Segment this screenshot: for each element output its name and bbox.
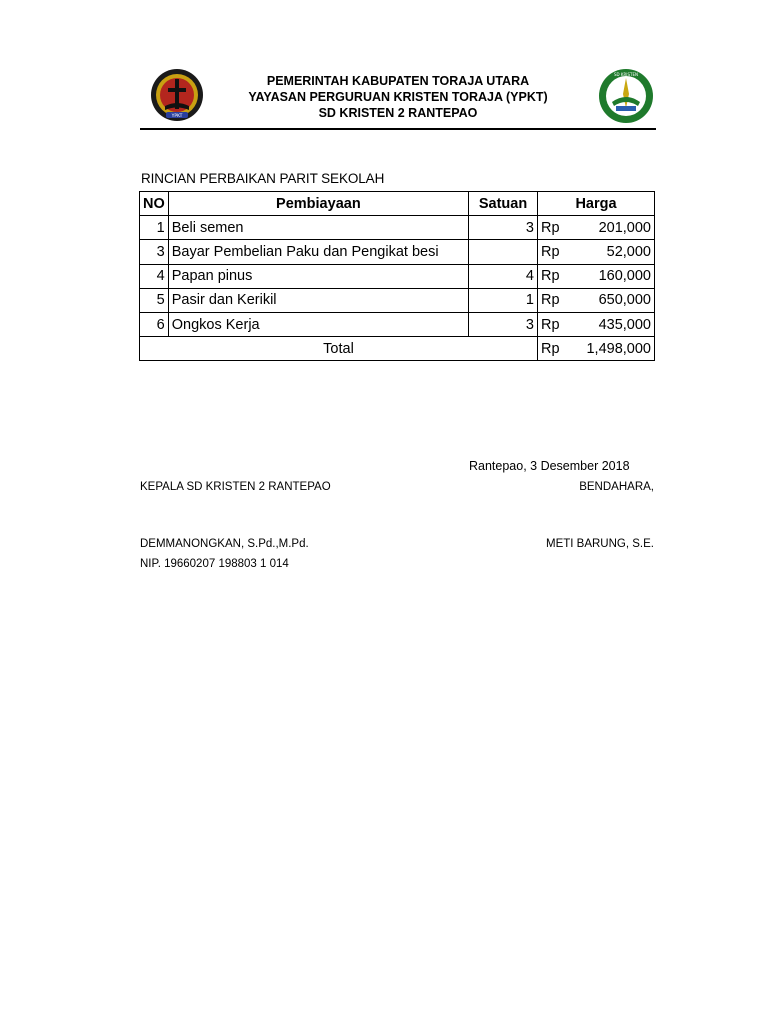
row-unit: 3 [469, 216, 538, 240]
row-amount: 650,000 [572, 288, 655, 312]
row-no: 3 [140, 240, 169, 264]
row-currency: Rp [538, 312, 573, 336]
table-row [140, 240, 655, 264]
principal-name: DEMMANONGKAN, S.Pd.,M.Pd. [140, 538, 309, 550]
letterhead-line-2: YAYASAN PERGURUAN KRISTEN TORAJA (YPKT) [248, 90, 548, 104]
row-unit [469, 240, 538, 264]
header-price: Harga [538, 192, 655, 216]
row-amount: 201,000 [572, 216, 655, 240]
total-row [140, 337, 655, 361]
header-item: Pembiayaan [168, 192, 468, 216]
header-unit: Satuan [469, 192, 538, 216]
row-item: Beli semen [168, 216, 468, 240]
row-no: 1 [140, 216, 169, 240]
place-date: Rantepao, 3 Desember 2018 [469, 459, 630, 473]
row-no: 5 [140, 288, 169, 312]
table-row [140, 264, 655, 288]
total-label: Total [140, 337, 538, 361]
treasurer-title: BENDAHARA, [579, 481, 654, 493]
row-item: Ongkos Kerja [168, 312, 468, 336]
letterhead [140, 64, 656, 130]
ypkt-logo [150, 68, 204, 126]
table-row [140, 312, 655, 336]
cost-table [139, 191, 655, 361]
row-currency: Rp [538, 264, 573, 288]
svg-text:SD KRISTEN: SD KRISTEN [614, 72, 638, 77]
svg-text:YPKT: YPKT [171, 114, 183, 119]
total-amount: 1,498,000 [572, 337, 655, 361]
row-no: 6 [140, 312, 169, 336]
letterhead-title [200, 73, 596, 121]
total-currency: Rp [538, 337, 573, 361]
row-amount: 435,000 [572, 312, 655, 336]
row-item: Bayar Pembelian Paku dan Pengikat besi [168, 240, 468, 264]
row-item: Papan pinus [168, 264, 468, 288]
table-row [140, 216, 655, 240]
row-unit: 1 [469, 288, 538, 312]
principal-nip: NIP. 19660207 198803 1 014 [140, 558, 289, 570]
table-row [140, 288, 655, 312]
letterhead-line-1: PEMERINTAH KABUPATEN TORAJA UTARA [266, 74, 530, 88]
row-no: 4 [140, 264, 169, 288]
letterhead-line-3: SD KRISTEN 2 RANTEPAO [318, 106, 478, 120]
row-currency: Rp [538, 240, 573, 264]
row-unit: 4 [469, 264, 538, 288]
principal-title: KEPALA SD KRISTEN 2 RANTEPAO [140, 481, 331, 493]
table-title: RINCIAN PERBAIKAN PARIT SEKOLAH [141, 171, 385, 186]
table-header-row [140, 192, 655, 216]
school-logo [598, 68, 654, 128]
row-currency: Rp [538, 288, 573, 312]
row-currency: Rp [538, 216, 573, 240]
treasurer-name: METI BARUNG, S.E. [546, 538, 654, 550]
header-no: NO [140, 192, 169, 216]
row-amount: 52,000 [572, 240, 655, 264]
row-amount: 160,000 [572, 264, 655, 288]
row-unit: 3 [469, 312, 538, 336]
row-item: Pasir dan Kerikil [168, 288, 468, 312]
